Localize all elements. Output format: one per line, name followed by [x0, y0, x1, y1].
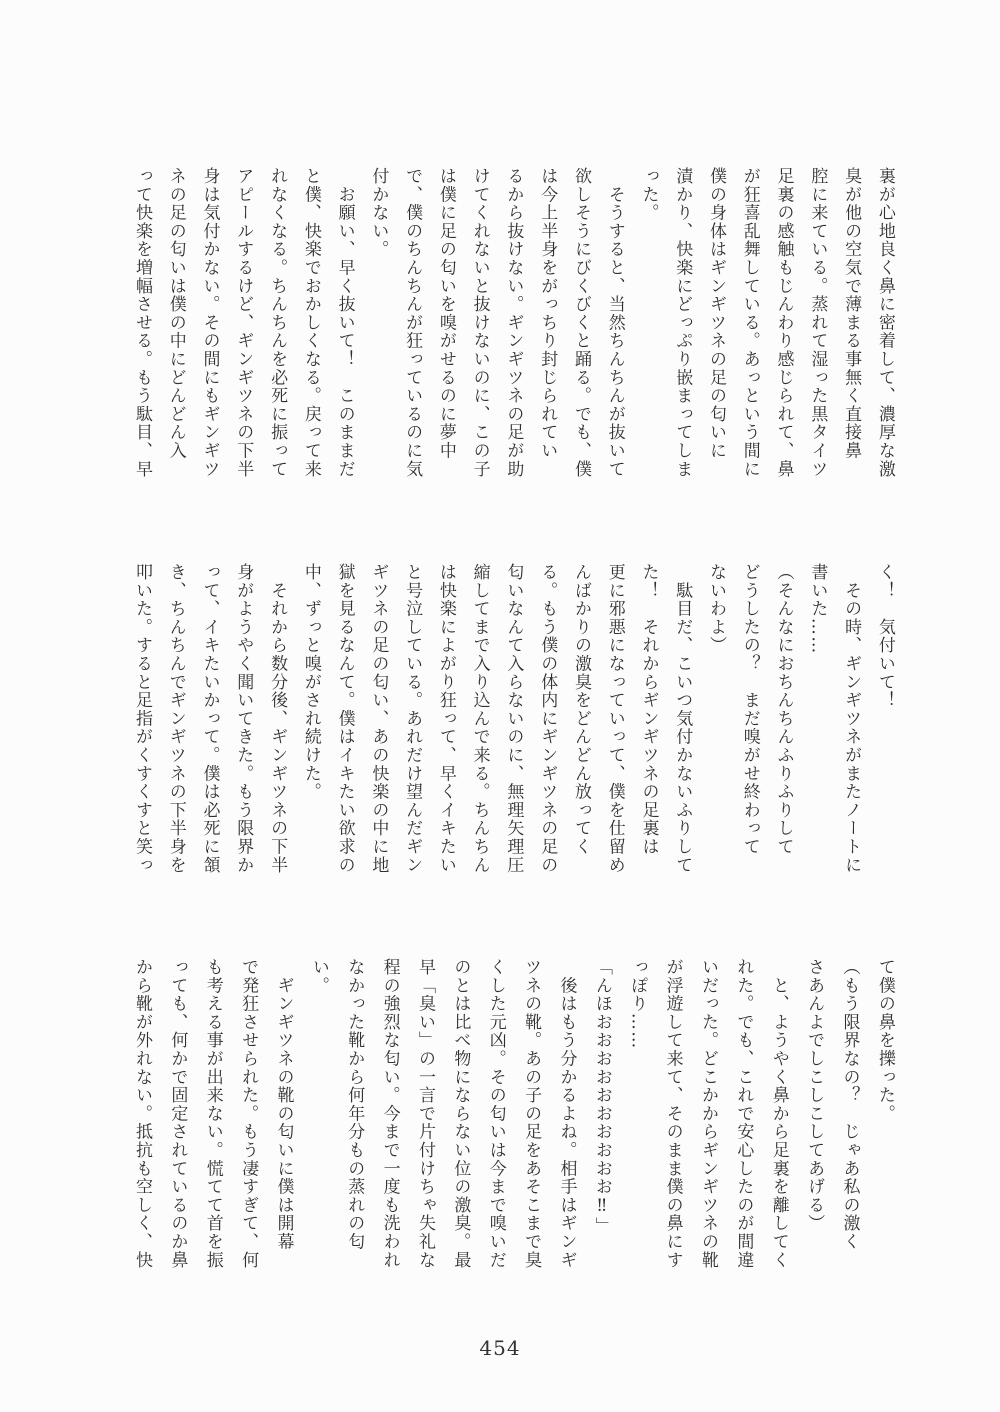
text-column: 裏が心地良く鼻に密着して、濃厚な激: [874, 167, 895, 479]
text-column: なかった靴から何年分もの蒸れの匂: [344, 958, 365, 1251]
text-column: る。もう僕の体内にギンギツネの足の: [537, 563, 558, 875]
text-band-top: [133, 167, 893, 479]
text-column: 早「臭い」の一言で片付けちゃ失礼な: [415, 958, 435, 1270]
text-column: 獄を見るなんて。僕はイキたい欲求の: [334, 563, 355, 875]
text-column: 欲しそうにびくびくと踊る。でも、僕: [570, 167, 591, 479]
text-column: アピールするけど、ギンギツネの下半: [233, 167, 254, 479]
text-column: 足裏の感触もじんわり感じられて、鼻: [773, 167, 794, 479]
text-column: は今上半身をがっちり封じられてい: [537, 167, 558, 460]
text-column: （そんなにおちんちんふりふりして: [773, 563, 794, 856]
text-column: どうしたの？ まだ嗅がせ終わって: [739, 563, 760, 856]
text-column: ネの足の匂いは僕の中にどんどん入: [165, 167, 186, 460]
text-column: 「んほおおおおおおおおおお‼」: [591, 958, 612, 1236]
text-column: っぽり……: [627, 958, 648, 1050]
text-column: れた。でも、これで安心したのが間違: [733, 958, 754, 1270]
text-column: て僕の鼻を擽った。: [874, 958, 895, 1123]
text-column: と号泣している。あれだけ望んだギン: [402, 563, 423, 875]
text-column: けてくれないと抜けないのに、この子: [469, 167, 490, 479]
text-column: お願い、早く抜いて！ このままだ: [334, 167, 355, 479]
text-column: 身がようやく聞いてきた。もう限界か: [233, 563, 254, 875]
text-column: んばかりの激臭をどんどん放ってく: [570, 563, 591, 856]
text-column: って快楽を増幅させる。もう駄目、早: [132, 167, 152, 479]
text-column: いだった。どこかからギンギツネの靴: [698, 958, 718, 1270]
text-column: が浮遊して来て、そのまま僕の鼻にす: [662, 958, 683, 1270]
page-number: 454: [479, 1336, 521, 1360]
text-column: から靴が外れない。抵抗も空しく、快: [132, 958, 152, 1270]
text-column: （もう限界なの？ じゃあ私の激く: [839, 958, 860, 1251]
text-column: それから数分後、ギンギツネの下半: [267, 563, 288, 875]
text-band-bottom: [133, 958, 893, 1270]
text-column: った。: [638, 167, 659, 222]
text-column: と僕、快楽でおかしくなる。戻って来: [300, 167, 321, 479]
text-column: は快楽によがり狂って、早くイキたい: [435, 563, 456, 875]
text-column: 叩いた。すると足指がくすくすと笑っ: [132, 563, 152, 875]
text-column: ツネの靴。あの子の足をあそこまで臭: [521, 958, 542, 1270]
text-column: は僕に足の匂いを嗅がせるのに夢中: [435, 167, 456, 460]
text-column: 程の強烈な匂い。今まで一度も洗われ: [379, 958, 400, 1270]
text-column: るから抜けない。ギンギツネの足が助: [503, 167, 524, 479]
text-column: その時、ギンギツネがまたノートに: [841, 563, 862, 875]
text-column: っても、何かで固定されているのか鼻: [167, 958, 188, 1270]
text-column: れなくなる。ちんちんを必死に振って: [267, 167, 288, 479]
text-column: と、ようやく鼻から足裏を離してく: [768, 958, 789, 1270]
text-column: き、ちんちんでギンギツネの下半身を: [165, 563, 186, 875]
text-column: ギツネの足の匂い、あの快楽の中に地: [368, 563, 389, 875]
text-column: 匂いなんて入らないのに、無理矢理圧: [503, 563, 524, 875]
text-column: 縮してまで入り込んで来る。ちんちん: [469, 563, 490, 875]
text-column: 臭が他の空気で薄まる事無く直接鼻: [841, 167, 862, 460]
text-column: 後はもう分かるよね。相手はギンギ: [556, 958, 577, 1270]
text-column: ギンギツネの靴の匂いに僕は開幕: [273, 958, 294, 1251]
text-column: ないわよ）: [706, 563, 727, 655]
text-column: 付かない。: [368, 167, 389, 259]
text-column: さあんよでしこしこしてあげる）: [804, 958, 825, 1233]
text-column: い。: [308, 958, 329, 995]
text-column: も考える事が出来ない。慌てて首を振: [202, 958, 223, 1270]
text-band-middle: [133, 563, 893, 875]
text-column: くした元凶。その匂いは今まで嗅いだ: [485, 958, 506, 1270]
text-column: 漬かり、快楽にどっぷり嵌まってしま: [672, 167, 693, 479]
text-column: って、イキたいかって。僕は必死に頷: [199, 563, 220, 875]
text-column: のとは比べ物にならない位の激臭。最: [450, 958, 471, 1270]
text-column: 中、ずっと嗅がされ続けた。: [300, 563, 321, 801]
text-column: で発狂させられた。もう凄すぎて、何: [238, 958, 259, 1270]
text-column: 腔に来ている。蒸れて湿った黒タイツ: [807, 167, 828, 479]
text-column: た！ それからギンギツネの足裏は: [638, 563, 659, 856]
text-column: そうすると、当然ちんちんが抜いて: [604, 167, 625, 479]
text-column: 更に邪悪になっていって、僕を仕留め: [604, 563, 625, 875]
text-column: 書いた……: [807, 563, 828, 655]
text-column: で、僕のちんちんが狂っているのに気: [402, 167, 423, 479]
text-column: 身は気付かない。その間にもギンギツ: [199, 167, 220, 479]
text-column: 僕の身体はギンギツネの足の匂いに: [706, 167, 727, 460]
text-column: が狂喜乱舞している。あっという間に: [739, 167, 760, 479]
text-column: 駄目だ、こいつ気付かないふりして: [672, 563, 693, 875]
text-column: く！ 気付いて！: [874, 563, 895, 710]
